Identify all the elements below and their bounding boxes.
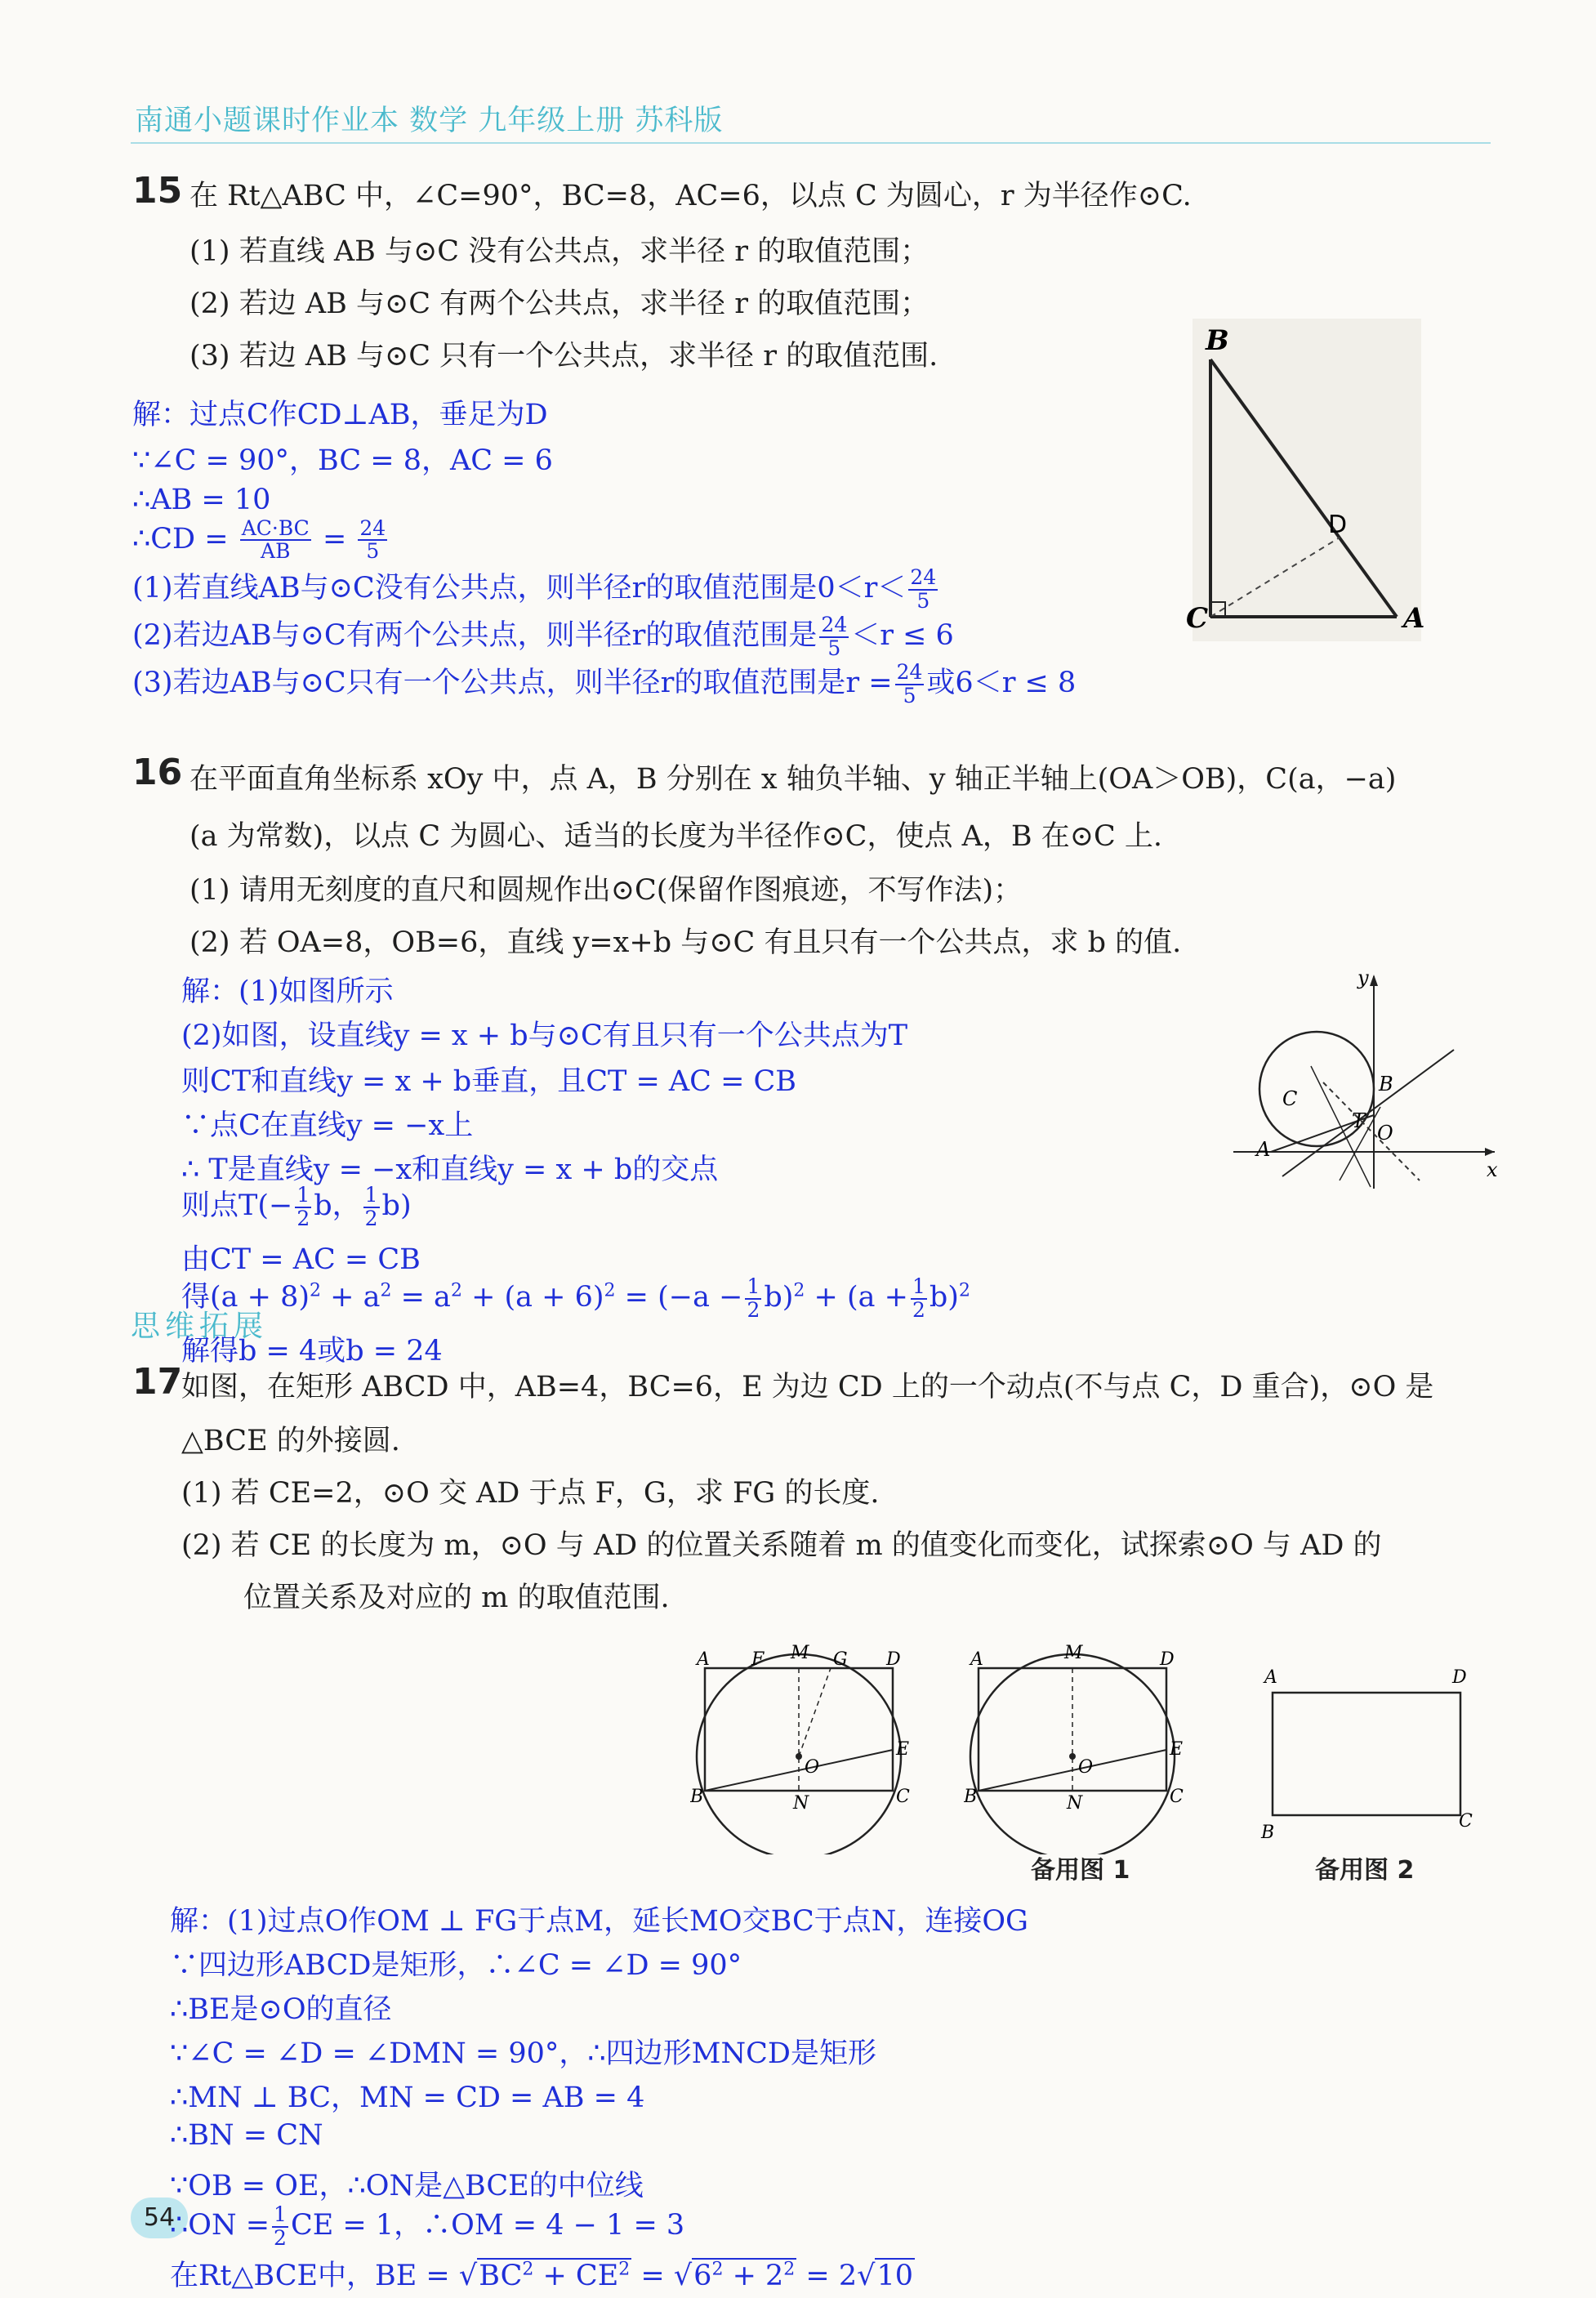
fig17b-label-c: C — [1170, 1787, 1184, 1807]
fig17b-label-e: E — [1170, 1739, 1184, 1760]
fig17a-label-m: M — [791, 1643, 809, 1663]
fig17b-label-o: O — [1078, 1757, 1094, 1778]
fig17b-label-m: M — [1064, 1643, 1083, 1663]
fig16-label-x: x — [1487, 1158, 1498, 1181]
p16-sol-line3: 则CT和直线y = x + b垂直，且CT = AC = CB — [181, 1065, 797, 1098]
fig15-label-d: D — [1328, 511, 1348, 539]
fig17c-label-d: D — [1452, 1667, 1467, 1688]
p16-sol-line1: 解：(1)如图所示 — [181, 975, 394, 1008]
p16-sol-line8: 得$(a + 8)^2 + a^2 = a^2 + (a + 6)^2 = (-a$ − $\frac{1}{2}$ b)$^2$ + (a + $\frac{1}{2}$ b)$^2$ — [181, 1274, 970, 1322]
problem-17-stem-1: 如图，在矩形 ABCD 中，AB=4，BC=6，E 为边 CD 上的一个动点(不与点 C，D 重合)，⊙O 是 — [181, 1371, 1434, 1403]
fig15-label-c: C — [1186, 602, 1209, 635]
figure-17-main — [690, 1634, 919, 1854]
header-rule — [131, 142, 1491, 144]
p16-sol-line5: ∴ T是直线y = −x和直线y = x + b的交点 — [181, 1153, 719, 1186]
fig17a-label-a: A — [697, 1649, 710, 1670]
fig15-label-b: B — [1206, 324, 1229, 357]
problem-16-stem-1: 在平面直角坐标系 xOy 中，点 A，B 分别在 x 轴负半轴、y 轴正半轴上(OA＞OB)，C(a，−a) — [189, 763, 1397, 796]
fig17c-label-a: A — [1264, 1667, 1277, 1688]
problem-16-q2: (2) 若 OA=8，OB=6，直线 y=x+b 与⊙C 有且只有一个公共点，求 b 的值. — [189, 926, 1182, 959]
fig17a-label-n: N — [793, 1793, 809, 1814]
fig17c-label-b: B — [1261, 1823, 1275, 1843]
problem-17-stem-2: △BCE 的外接圆. — [181, 1425, 400, 1457]
p16-sol-line9: 解得b = 4或b = 24 — [181, 1335, 443, 1368]
fig17a-label-o: O — [805, 1757, 820, 1778]
problem-17-q2-line2: 位置关系及对应的 m 的取值范围. — [243, 1582, 670, 1614]
p15-sol-line3: ∴AB = 10 — [132, 484, 271, 516]
p17-sol-line1: 解：(1)过点O作OM ⊥ FG于点M，延长MO交BC于点N，连接OG — [170, 1905, 1029, 1938]
problem-15-q1: (1) 若直线 AB 与⊙C 没有公共点，求半径 r 的取值范围； — [189, 235, 930, 268]
p16-sol-line7: 由CT = AC = CB — [181, 1243, 421, 1276]
figure-coordinate-circle — [1233, 968, 1503, 1197]
problem-17-q2-line1: (2) 若 CE 的长度为 m，⊙O 与 AD 的位置关系随着 m 的值变化而变化，试探索⊙O 与 AD 的 — [181, 1529, 1382, 1562]
fig16-label-o: O — [1377, 1122, 1393, 1145]
fig17a-label-c: C — [896, 1787, 910, 1807]
problem-15-q3: (3) 若边 AB 与⊙C 只有一个公共点，求半径 r 的取值范围. — [189, 340, 938, 373]
problem-15-q2: (2) 若边 AB 与⊙C 有两个公共点，求半径 r 的取值范围； — [189, 288, 930, 320]
fig17b-label-a: A — [970, 1649, 983, 1670]
fig16-label-c: C — [1282, 1087, 1298, 1110]
p15-sol-line5: (1)若直线AB与⊙C没有公共点，则半径r的取值范围是0＜r＜ $\frac{24}{5}$ — [132, 565, 937, 613]
p15-sol-line6: (2)若边AB与⊙C有两个公共点，则半径r的取值范围是 $\frac{24}{5}$ ＜r ≤ 6 — [132, 613, 954, 660]
caption-spare-figure-2: 备用图 2 — [1315, 1856, 1415, 1885]
p16-sol-line2: (2)如图，设直线y = x + b与⊙C有且只有一个公共点为T — [181, 1020, 908, 1052]
fig16-label-y: y — [1357, 968, 1369, 989]
fig17a-label-b: B — [690, 1787, 704, 1807]
p15-sol-line1: 解：过点C作CD⊥AB，垂足为D — [132, 399, 548, 431]
page-number-badge: 54 — [131, 2198, 188, 2238]
fig16-label-a: A — [1256, 1138, 1271, 1161]
p17-sol-line5: ∴MN ⊥ BC，MN = CD = AB = 4 — [170, 2082, 645, 2114]
p17-sol-line2: ∵四边形ABCD是矩形，∴∠C = ∠D = 90° — [170, 1949, 742, 1982]
page-header: 南通小题课时作业本 数学 九年级上册 苏科版 — [135, 105, 724, 137]
p15-sol-line4: ∴CD = $\frac{AC\cdot BC}{AB}$ = $\frac{24}{5}$ — [132, 516, 386, 564]
problem-16-q1: (1) 请用无刻度的直尺和圆规作出⊙C(保留作图痕迹，不写作法)； — [189, 874, 1023, 907]
p16-sol-line6: 则点T(− $\frac{1}{2}$ b， $\frac{1}{2}$ b) — [181, 1183, 412, 1230]
fig17c-label-c: C — [1459, 1811, 1473, 1832]
fig15-label-a: A — [1403, 602, 1425, 635]
p17-sol-line8: ∴ON = $\frac{1}{2}$ CE = 1，∴OM = 4 − 1 = 3 — [170, 2202, 685, 2250]
figure-triangle-abc — [1176, 319, 1438, 645]
problem-17-q1: (1) 若 CE=2，⊙O 交 AD 于点 F，G，求 FG 的长度. — [181, 1477, 880, 1510]
problem-15-stem: 在 Rt△ABC 中，∠C=90°，BC=8，AC=6，以点 C 为圆心，r 为半径作⊙C. — [189, 180, 1192, 212]
caption-spare-figure-1: 备用图 1 — [1031, 1856, 1130, 1885]
p15-sol-line2: ∵∠C = 90°，BC = 8，AC = 6 — [132, 444, 553, 477]
fig16-label-b: B — [1379, 1073, 1393, 1095]
p15-sol-line7: (3)若边AB与⊙C只有一个公共点，则半径r的取值范围是r = $\frac{24}{5}$ 或6＜r ≤ 8 — [132, 660, 1077, 707]
p17-sol-line3: ∴BE是⊙O的直径 — [170, 1993, 392, 2026]
fig17a-label-d: D — [886, 1649, 901, 1670]
fig17a-label-f: F — [751, 1649, 765, 1670]
p17-sol-line7: ∵OB = OE，∴ON是△BCE的中位线 — [170, 2170, 644, 2202]
section-think-extend: 思维拓展 — [131, 1310, 269, 1343]
figure-17-spare-2 — [1250, 1658, 1478, 1846]
problem-16-number: 16 — [132, 752, 183, 793]
problem-15-number: 15 — [132, 170, 183, 212]
problem-16-stem-2: (a 为常数)，以点 C 为圆心、适当的长度为半径作⊙C，使点 A，B 在⊙C 上. — [189, 820, 1163, 853]
p16-sol-line4: ∵点C在直线y = −x上 — [181, 1109, 474, 1142]
fig17b-label-b: B — [964, 1787, 978, 1807]
fig17a-label-e: E — [896, 1739, 910, 1760]
fig17a-label-g: G — [833, 1649, 848, 1670]
fig17b-label-n: N — [1067, 1793, 1083, 1814]
p17-sol-line6: ∴BN = CN — [170, 2119, 323, 2152]
fig17b-label-d: D — [1160, 1649, 1175, 1670]
fig16-label-t: T — [1352, 1109, 1366, 1132]
figure-17-spare-1 — [964, 1634, 1193, 1854]
p17-sol-line9: 在Rt△BCE中，BE = $√BC^2 + CE^2 = √6^2 + 2^2 = 2√10$ — [170, 2259, 914, 2292]
problem-17-number: 17 — [132, 1361, 183, 1403]
p17-sol-line4: ∵∠C = ∠D = ∠DMN = 90°，∴四边形MNCD是矩形 — [170, 2037, 876, 2070]
